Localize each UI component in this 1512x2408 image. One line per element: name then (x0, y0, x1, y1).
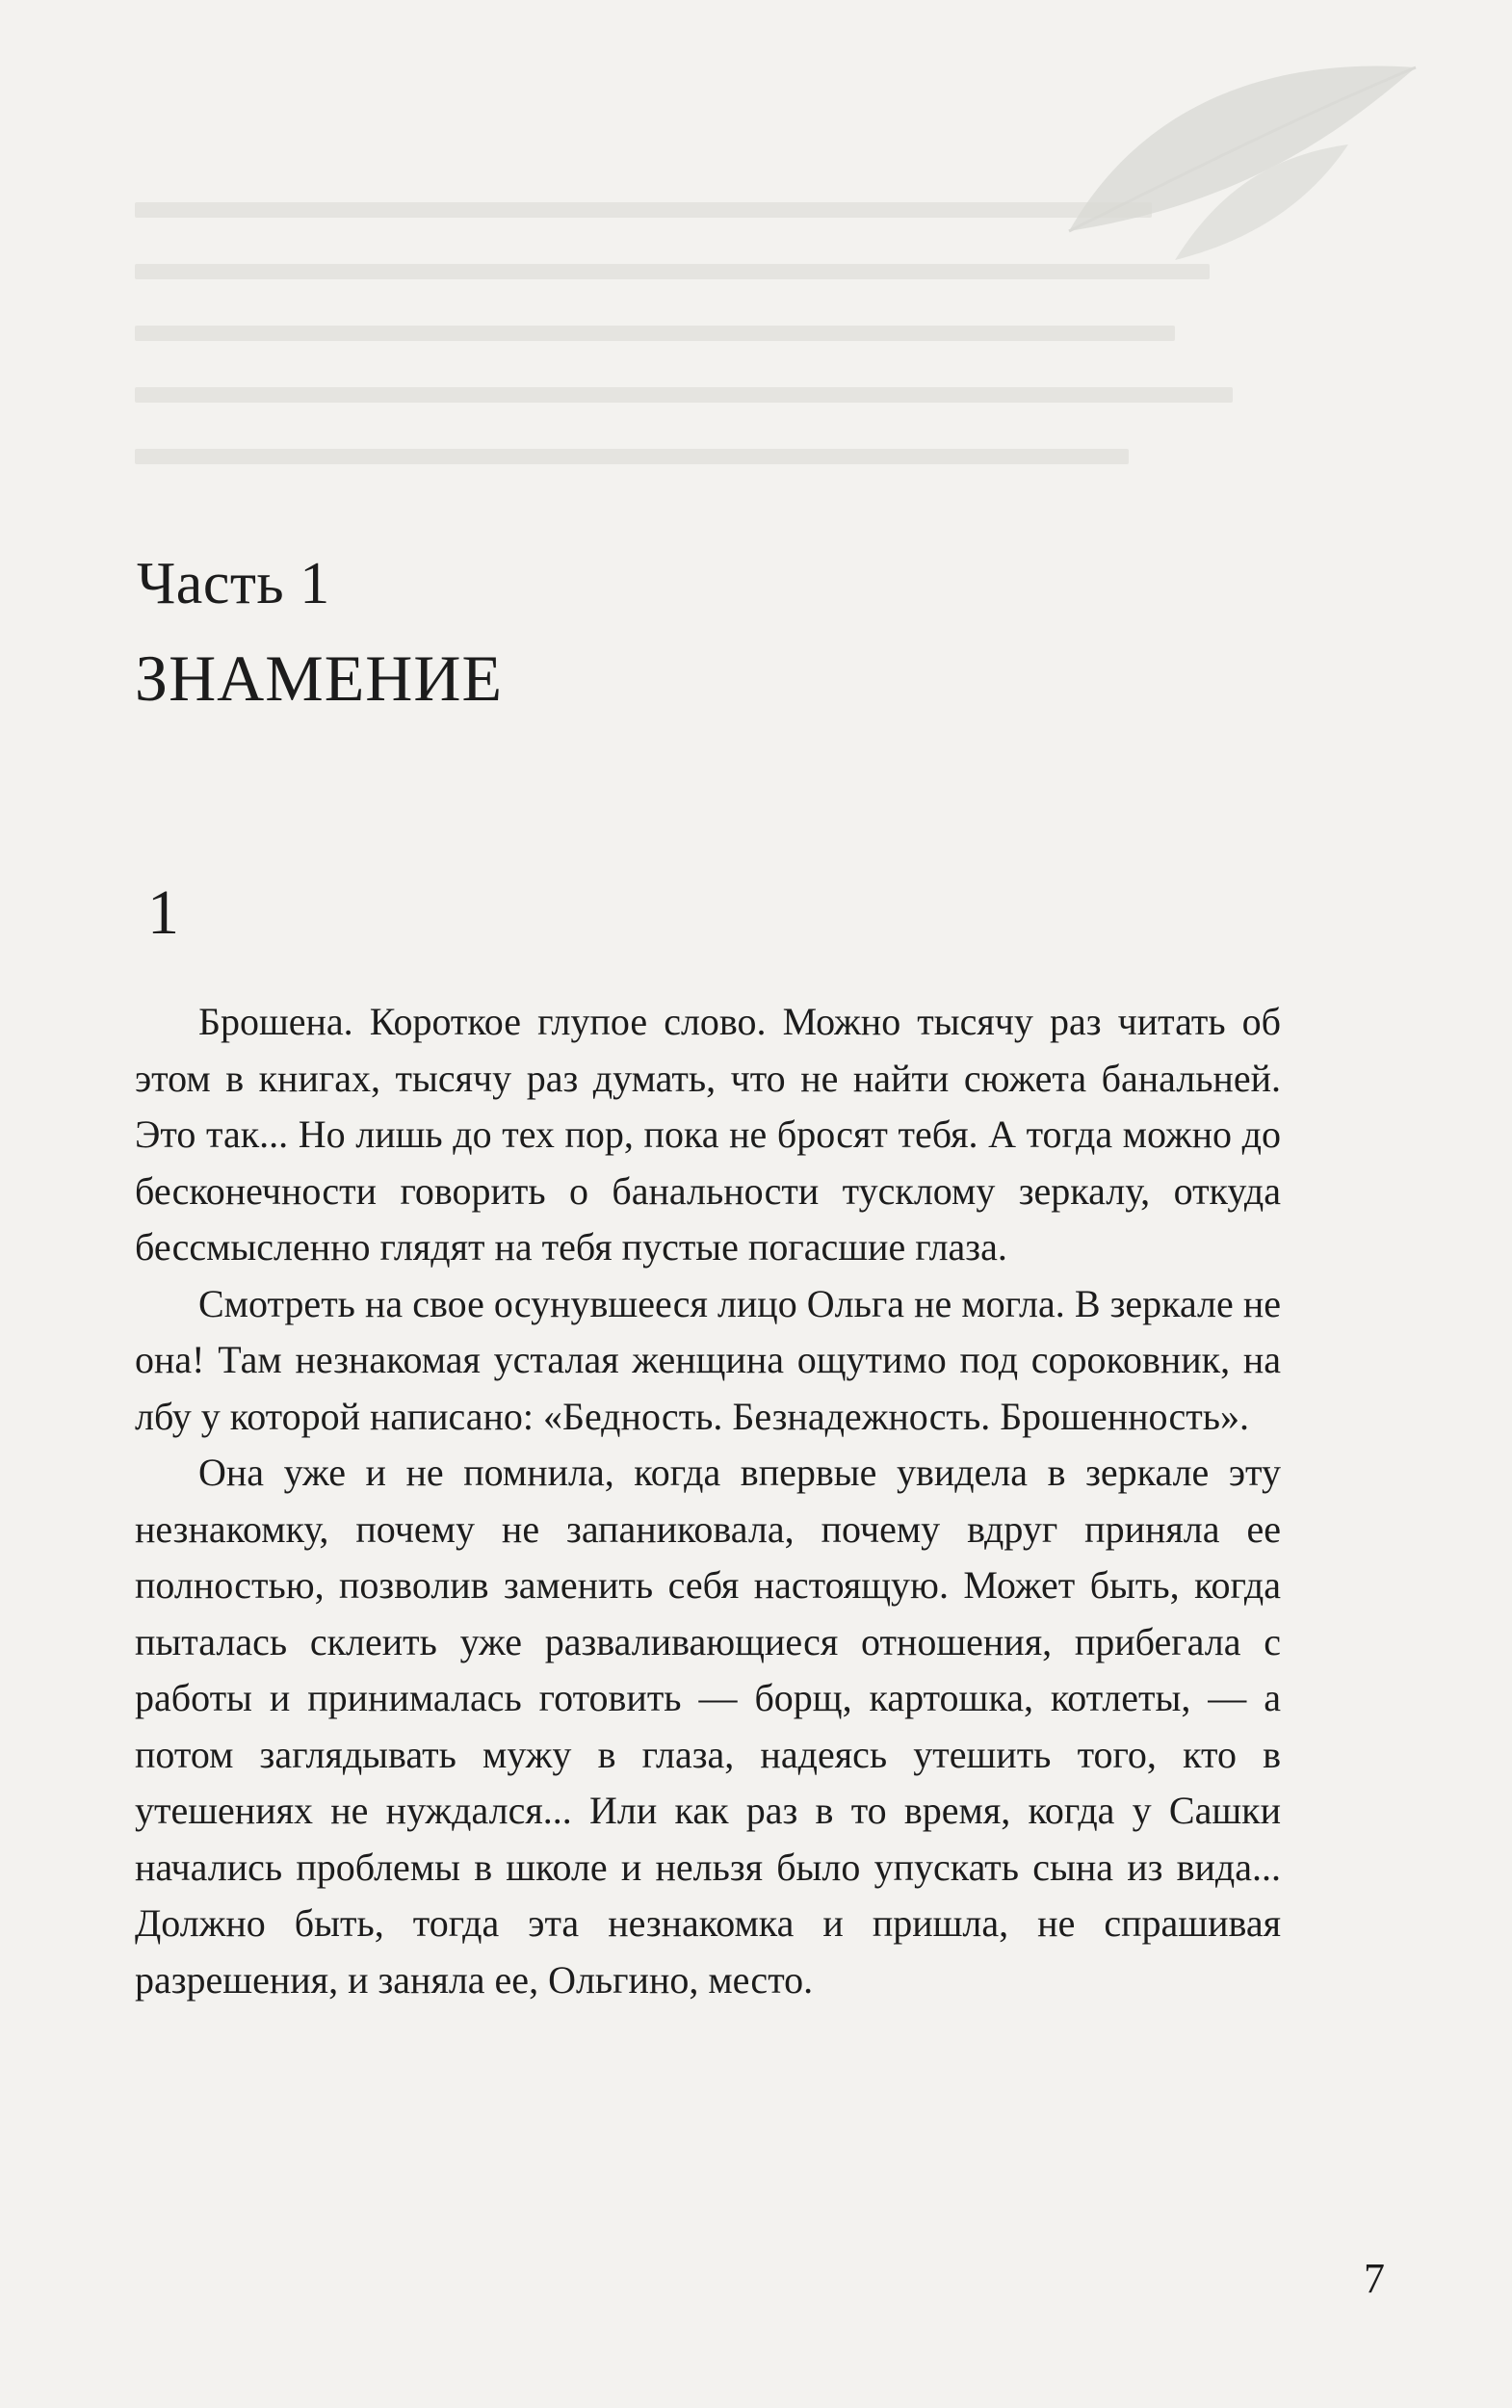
paragraph: Она уже и не помнила, когда впервые увидела в зеркале эту незнакомку, почему не запаниковала, почему вдруг приняла ее полностью, позволив заменить себя настоящую. Может быть, когда пыталась склеить уже разваливающиеся отношения, прибегала с работы и принималась готовить — борщ, картошка, котлеты, — а потом заглядывать мужу в глаза, надеясь утешить того, кто в утешениях не нуждался... Или как раз в то время, когда у Сашки начались проблемы в школе и нельзя было упускать сына из вида... Должно быть, тогда эта незнакомка и пришла, не спрашивая разрешения, и заняла ее, Ольгино, место. (135, 1451, 1281, 2002)
chapter-body (135, 994, 1281, 2008)
paragraph: Брошена. Короткое глупое слово. Можно тысячу раз читать об этом в книгах, тысячу раз думать, что не найти сюжета банальней. Это так... Но лишь до тех пор, пока не бросят тебя. А тогда можно до бесконечности говорить о банальности тусклому зеркалу, откуда бессмысленно глядят на тебя пустые погасшие глаза. (135, 1000, 1281, 1269)
bleed-through-text (135, 202, 1290, 510)
chapter-number: 1 (147, 877, 179, 948)
part-label: Часть 1 (137, 551, 330, 616)
page-number: 7 (1364, 2255, 1385, 2302)
part-title: ЗНАМЕНИЕ (135, 641, 504, 715)
paragraph: Смотреть на свое осунувшееся лицо Ольга не могла. В зеркале не она! Там незнакомая усталая женщина ощутимо под сороковник, на лбу у которой написано: «Бедность. Безнадежность. Брошенность». (135, 1281, 1281, 1438)
